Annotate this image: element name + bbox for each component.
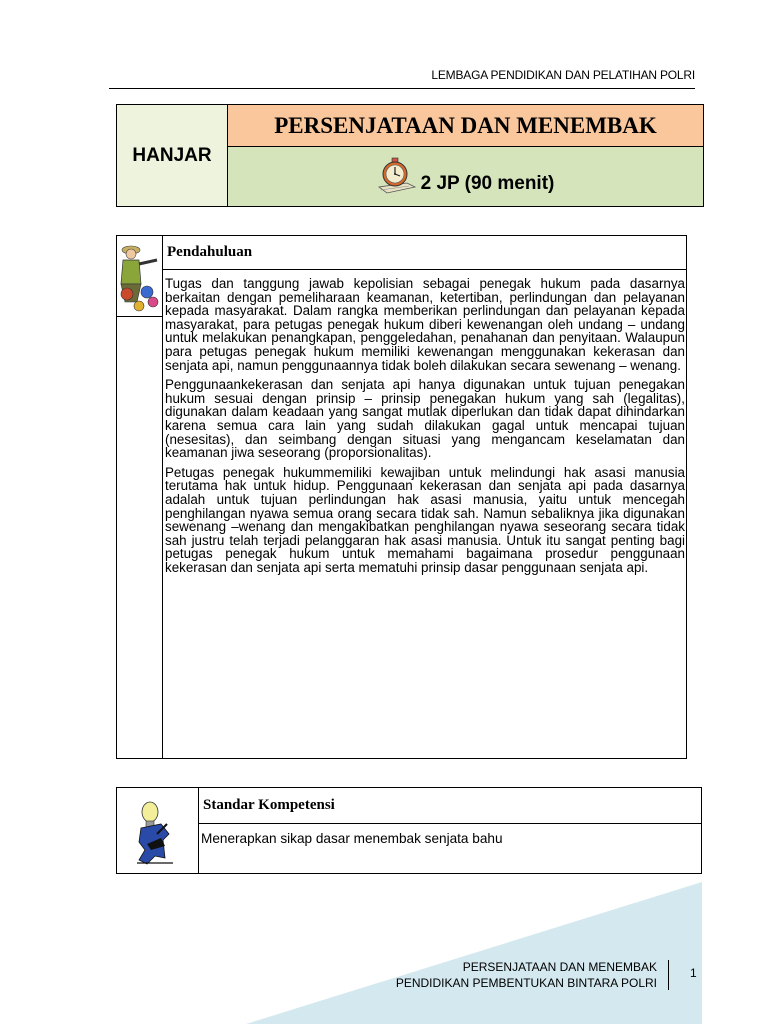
footer-line-2: PENDIDIKAN PEMBENTUKAN BINTARA POLRI (395, 976, 657, 990)
paragraph: Tugas dan tanggung jawab kepolisian sebagai penegak hukum pada dasarnya berkaitan dengan pemeliharaan keamanan, ketertiban, perlindungan dan pelayanan kepada masyarakat. Dalam rangka memberikan perlindungan dan pelayanan kepada masyarakat, para petugas penegak hukum diberi kewenangan oleh undang – undang untuk melakukan penangkapan, penggeledahan, penahanan dan penyitaan. Walaupun para petugas penegak hukum memiliki kewenangan menggunakan kekerasan dan senjata api, namun penggunaannya tidak boleh dilakukan secara sewenang – wenang. (165, 276, 685, 373)
standar-text: Menerapkan sikap dasar menembak senjata bahu (201, 831, 503, 846)
hanjar-label: HANJAR (117, 105, 228, 206)
pendahuluan-heading: Pendahuluan (163, 236, 686, 270)
paragraph: Petugas penegak hukummemiliki kewajiban untuk melindungi hak asasi manusia terutama hak untuk hidup. Penggunaan kekerasan dan senjata api pada dasarnya adalah untuk tujuan perlindungan hak asasi manusia, yaitu untuk mencegah penghilangan nyawa semua orang secara tidak sah. Namun sebaliknya jika digunakan sewenang –wenang dan mengakibatkan penghilangan nyawa seseorang secara tidak sah justru telah terjadi pelanggaran hak asasi manusia. Untuk itu sangat penting bagi petugas penegak hukum untuk memahami bagaimana prosedur penggunaan kekerasan dan senjata api serta mematuhi prinsip dasar penggunaan senjata api. (165, 464, 685, 575)
course-title: PERSENJATAAN DAN MENEMBAK (228, 105, 703, 147)
header-rule (109, 88, 695, 89)
duration-text: 2 JP (90 menit) (420, 172, 555, 194)
footer-divider (668, 960, 669, 990)
footer-text (396, 959, 657, 991)
paragraph: Penggunaankekerasan dan senjata api hanya digunakan untuk tujuan penegakan hukum sesuai dengan prinsip – prinsip penegakan hukum yang sah (legalitas), digunakan dalam keadaan yang sangat mutlak diperlukan dan tidak dapat dihindarkan karena semua cara lain yang sudah dilakukan gagal untuk mencapai tujuan (nesesitas), dan seimbang dengan situasi yang mengancam keselamatan dan keamanan jiwa seseorang (proporsionalitas). (165, 377, 685, 461)
tourist-guide-icon (117, 236, 162, 317)
title-block (116, 104, 704, 207)
page-number: 1 (690, 966, 697, 980)
standar-heading: Standar Kompetensi (199, 788, 701, 824)
lightbulb-person-icon (117, 788, 198, 873)
stopwatch-icon (377, 157, 419, 197)
pendahuluan-section (116, 235, 687, 759)
header-institution: LEMBAGA PENDIDIKAN DAN PELATIHAN POLRI (431, 68, 695, 82)
footer-line-1: PERSENJATAAN DAN MENEMBAK (462, 960, 657, 974)
pendahuluan-body (163, 270, 686, 580)
standar-section (116, 787, 702, 874)
